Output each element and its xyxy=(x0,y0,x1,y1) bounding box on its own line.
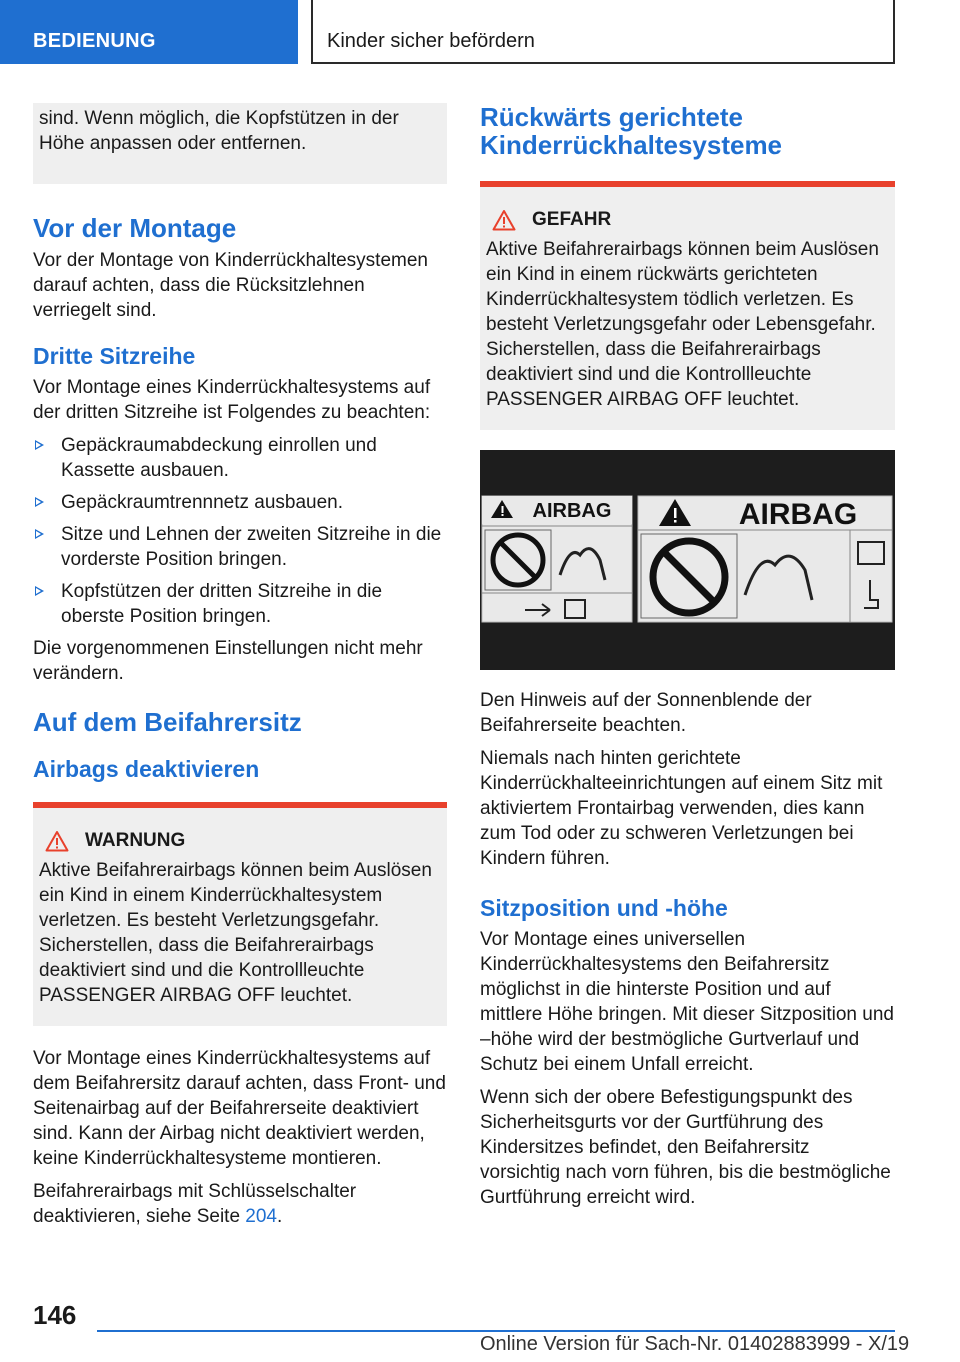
list-item: Kopfstützen der dritten Sitzreihe in die oberste Position bringen. xyxy=(33,579,447,629)
warning-header xyxy=(39,830,439,852)
header-title: Kinder sicher befördern xyxy=(311,0,895,64)
heading-airbags-deaktivieren: Airbags deaktivieren xyxy=(33,756,260,782)
heading-sitzposition: Sitzposition und -höhe xyxy=(480,895,728,921)
triangle-bullet-icon xyxy=(35,529,44,539)
list-item: Sitze und Lehnen der zweiten Sitzreihe in die vorderste Position bringen. xyxy=(33,522,447,572)
danger-label: GEFAHR xyxy=(532,209,612,230)
airbag-label-small-text: AIRBAG xyxy=(532,500,612,522)
footer-text: Online Version für Sach-Nr. 01402883999 - X/19 xyxy=(480,1333,910,1355)
heading-beifahrersitz: Auf dem Beifahrersitz xyxy=(33,707,302,737)
text-niemals: Niemals nach hinten gerichtete Kinderrückhalteeinrichtungen auf einem Sitz mit aktiviertem Frontairbag verwenden, dies kann zum Tod oder zu schweren Verletzungen bei Kindern führen. xyxy=(480,748,883,869)
text-sonnenblende: Den Hinweis auf der Sonnenblende der Beifahrerseite beachten. xyxy=(480,690,812,736)
list-item: Gepäckraumtrennnetz ausbauen. xyxy=(33,490,447,515)
text-dritte-outro: Die vorgenommenen Einstellungen nicht mehr verändern. xyxy=(33,638,423,684)
heading-dritte-sitzreihe: Dritte Sitzreihe xyxy=(33,343,196,369)
danger-header xyxy=(486,209,887,231)
text-schluesselschalter: Beifahrerairbags mit Schlüsselschalter deaktivieren, siehe Seite 204. xyxy=(33,1181,357,1227)
warning-triangle-icon xyxy=(492,209,516,231)
text-vor-montage: Vor der Montage von Kinderrückhaltesystemen darauf achten, dass die Rücksitzlehnen verriegelt sind. xyxy=(33,250,428,321)
text-dritte-intro: Vor Montage eines Kinderrückhaltesystems auf der dritten Sitzreihe ist Folgendes zu beachten: xyxy=(33,377,431,423)
triangle-bullet-icon xyxy=(35,440,44,450)
continued-box xyxy=(33,103,447,184)
triangle-bullet-icon xyxy=(35,586,44,596)
left-column xyxy=(33,103,447,1237)
continued-text: sind. Wenn möglich, die Kopfstützen in der Höhe anpassen oder entfernen. xyxy=(39,108,399,154)
heading-vor-montage: Vor der Montage xyxy=(33,213,237,243)
page-link-204[interactable]: 204 xyxy=(245,1206,277,1227)
airbag-label-figure xyxy=(480,450,895,670)
footer-divider xyxy=(97,1330,895,1332)
warning-box xyxy=(33,802,447,1026)
airbag-label-illustration xyxy=(480,450,895,670)
heading-rueckwaerts: Rückwärts gerichtete Kinderrückhaltesysteme xyxy=(480,102,783,160)
danger-box xyxy=(480,181,895,430)
page-number: 146 xyxy=(33,1300,77,1330)
warning-text: Aktive Beifahrerairbags können beim Auslösen ein Kind in einem Kinderrückhaltesystem verletzen. Es besteht Verletzungsgefahr. Sicherstellen, dass die Beifahrerairbags deaktiviert sind und die Kontrollleuchte PASSENGER AIRBAG OFF leuchtet. xyxy=(39,860,432,1006)
text-sitzposition-2: Wenn sich der obere Befestigungspunkt des Sicherheitsgurts vor der Gurtführung des Kindersitzes befindet, den Beifahrersitz vorsichtig nach vorn führen, bis die bestmögliche Gurtführung erreicht wird. xyxy=(480,1087,891,1208)
airbag-label-large-text: AIRBAG xyxy=(738,498,858,531)
text-sitzposition-1: Vor Montage eines universellen Kinderrückhaltesystems den Beifahrersitz möglichst in die hinterste Position und auf mittlere Höhe bringen. Mit dieser Sitzposition und –höhe wird der bestmögliche Gurtverlauf und Schutz bei einem Unfall erreicht. xyxy=(480,929,894,1075)
danger-text: Aktive Beifahrerairbags können beim Auslösen ein Kind in einem rückwärts gerichteten Kinderrückhaltesystem tödlich verletzen. Es besteht Verletzungsgefahr oder Lebensgefahr. Sicherstellen, dass die Beifahrerairbags deaktiviert sind und die Kontrollleuchte PASSENGER AIRBAG OFF leuchtet. xyxy=(486,239,879,410)
triangle-bullet-icon xyxy=(35,497,44,507)
list-item: Gepäckraumabdeckung einrollen und Kassette ausbauen. xyxy=(33,433,447,483)
right-column xyxy=(480,103,895,1218)
text-after-warning: Vor Montage eines Kinderrückhaltesystems auf dem Beifahrersitz darauf achten, dass Front- und Seitenairbag auf der Beifahrerseite deaktiviert sind. Kann der Airbag nicht deaktiviert werden, keine Kinderrückhaltesysteme montieren. xyxy=(33,1048,446,1169)
header-section: BEDIENUNG xyxy=(0,0,298,64)
warning-label: WARNUNG xyxy=(85,830,186,851)
dritte-list xyxy=(33,433,447,629)
warning-triangle-icon xyxy=(45,830,69,852)
